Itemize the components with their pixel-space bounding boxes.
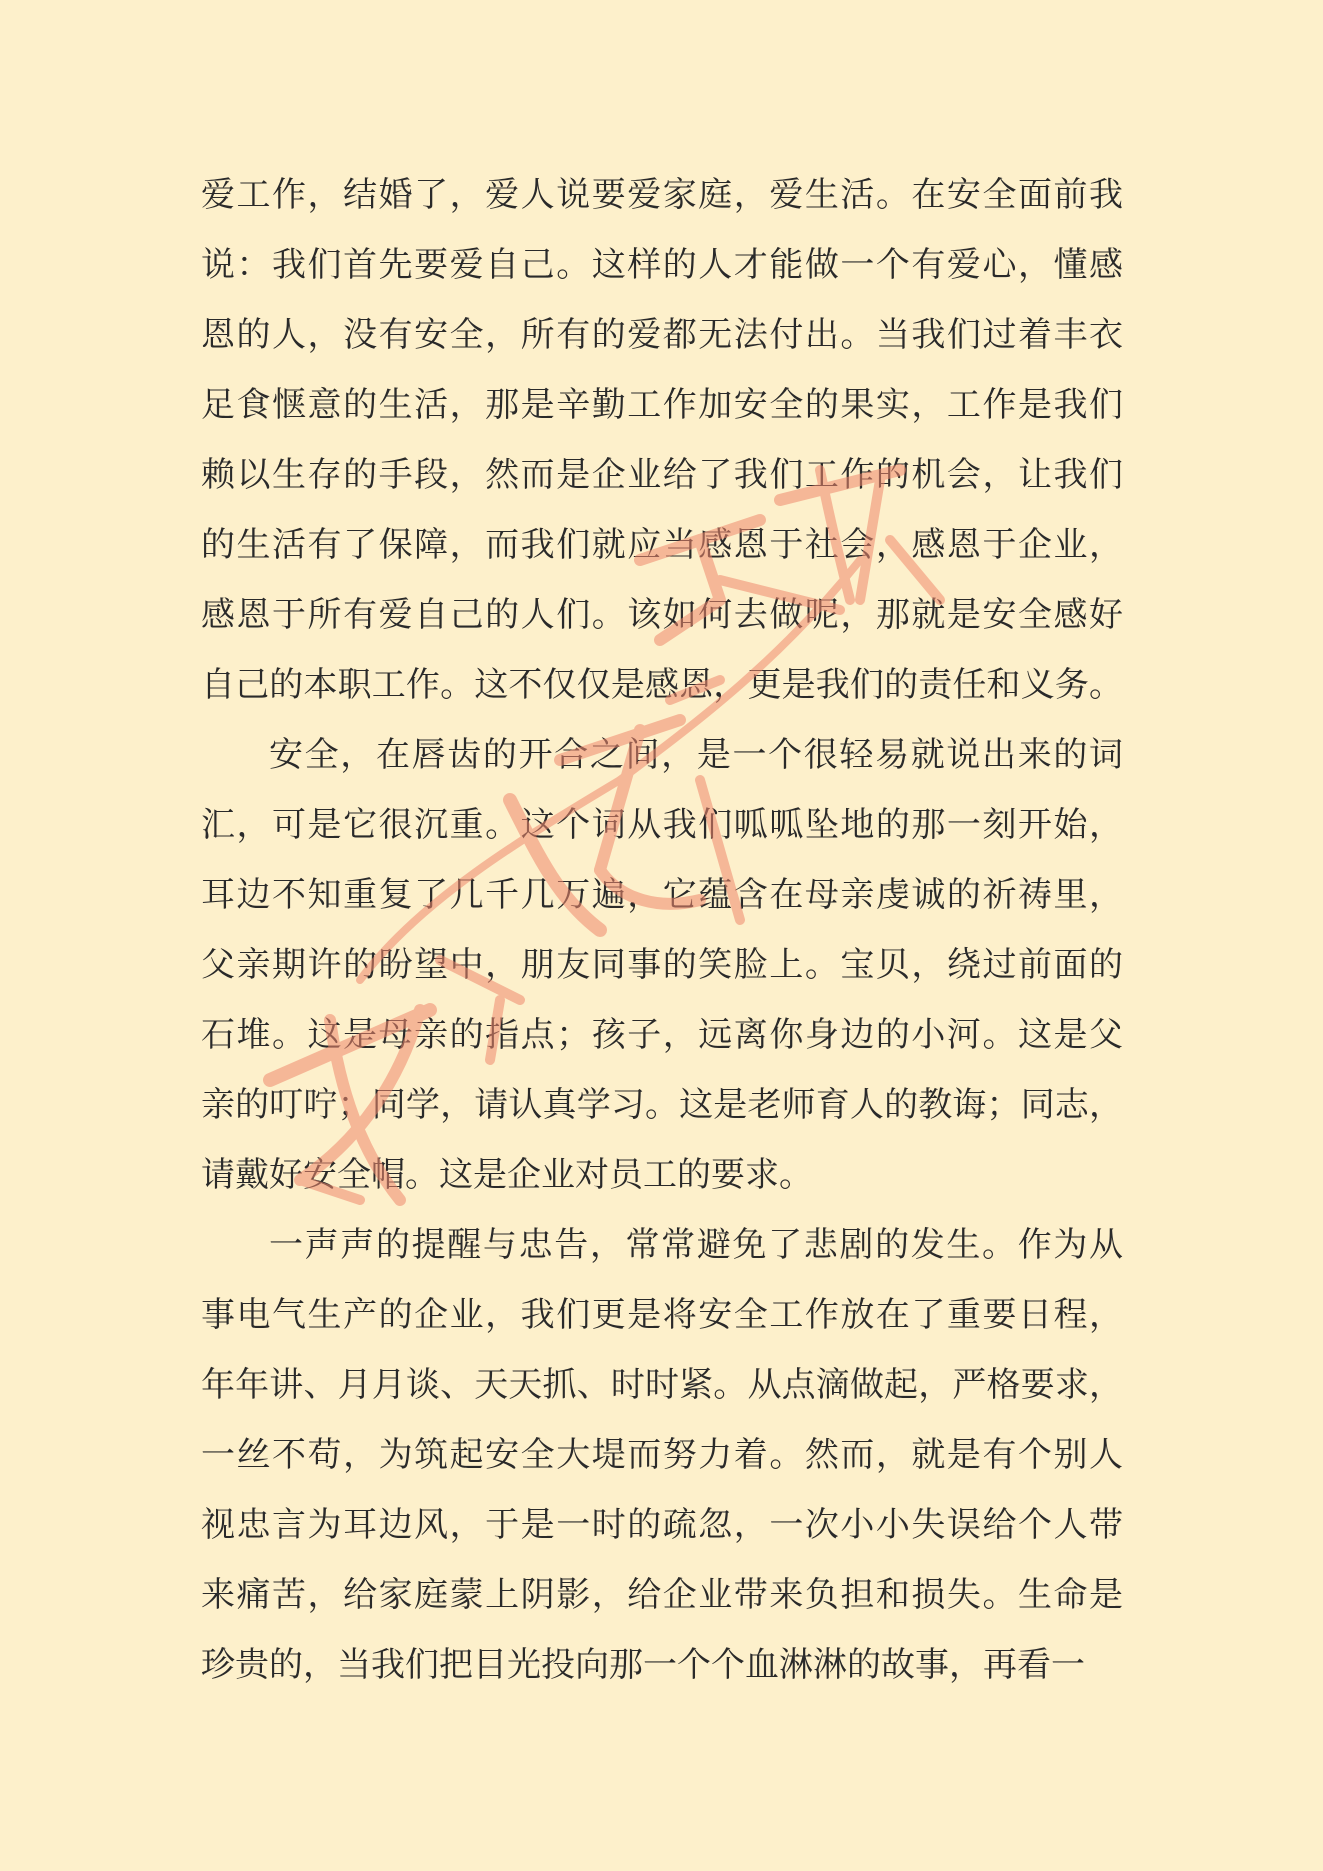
paragraph-line: 恩的人，没有安全，所有的爱都无法付出。当我们过着丰衣 xyxy=(201,315,1123,355)
paragraph xyxy=(201,720,1123,1210)
paragraph xyxy=(201,160,1123,720)
paragraph-line: 事电气生产的企业，我们更是将安全工作放在了重要日程， xyxy=(201,1295,1123,1335)
paragraph-line: 汇，可是它很沉重。这个词从我们呱呱坠地的那一刻开始， xyxy=(201,805,1123,845)
paragraph-line: 来痛苦，给家庭蒙上阴影，给企业带来负担和损失。生命是 xyxy=(201,1575,1123,1615)
paragraph-line: 安全，在唇齿的开合之间，是一个很轻易就说出来的词 xyxy=(269,735,1123,775)
paragraph-line: 一丝不苟，为筑起安全大堤而努力着。然而，就是有个别人 xyxy=(201,1435,1123,1475)
paragraph-line: 珍贵的，当我们把目光投向那一个个血淋淋的故事，再看一 xyxy=(201,1645,1085,1685)
paragraph-line: 视忠言为耳边风，于是一时的疏忽，一次小小失误给个人带 xyxy=(201,1505,1123,1545)
paragraph-line: 石堆。这是母亲的指点；孩子，远离你身边的小河。这是父 xyxy=(201,1015,1123,1055)
paragraph-line: 足食惬意的生活，那是辛勤工作加安全的果实，工作是我们 xyxy=(201,385,1123,425)
paragraph-line: 爱工作，结婚了，爱人说要爱家庭，爱生活。在安全面前我 xyxy=(201,175,1123,215)
paragraph-line: 亲的叮咛；同学，请认真学习。这是老师育人的教诲；同志， xyxy=(201,1085,1123,1125)
paragraph xyxy=(201,1210,1123,1700)
paragraph-line: 自己的本职工作。这不仅仅是感恩，更是我们的责任和义务。 xyxy=(201,665,1123,705)
paragraph-line: 说：我们首先要爱自己。这样的人才能做一个有爱心，懂感 xyxy=(201,245,1123,285)
paragraph-line: 一声声的提醒与忠告，常常避免了悲剧的发生。作为从 xyxy=(269,1225,1123,1265)
paragraph-line: 父亲期许的盼望中，朋友同事的笑脸上。宝贝，绕过前面的 xyxy=(201,945,1123,985)
paragraph-line: 的生活有了保障，而我们就应当感恩于社会，感恩于企业， xyxy=(201,525,1123,565)
paragraph-line: 耳边不知重复了几千几万遍，它蕴含在母亲虔诚的祈祷里， xyxy=(201,875,1123,915)
paragraph-line: 年年讲、月月谈、天天抓、时时紧。从点滴做起，严格要求， xyxy=(201,1365,1123,1405)
paragraph-line: 感恩于所有爱自己的人们。该如何去做呢，那就是安全感好 xyxy=(201,595,1123,635)
paragraph-line: 请戴好安全帽。这是企业对员工的要求。 xyxy=(201,1155,813,1195)
paragraph-line: 赖以生存的手段，然而是企业给了我们工作的机会，让我们 xyxy=(201,455,1123,495)
document-body xyxy=(201,160,1123,1700)
